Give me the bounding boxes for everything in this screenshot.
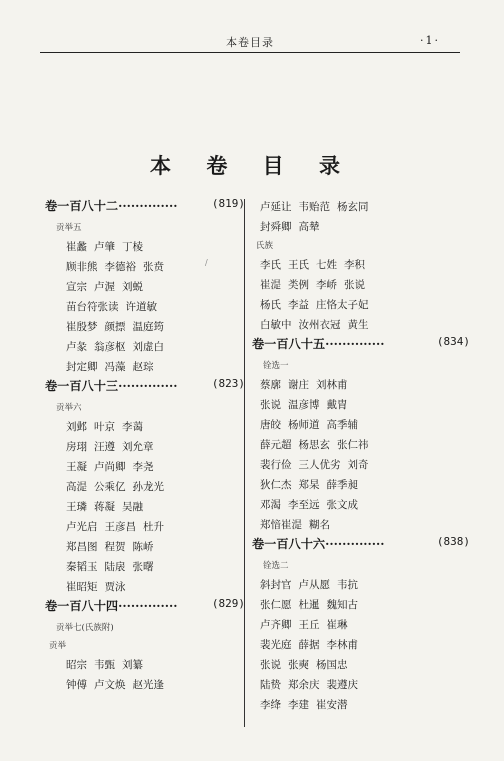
entry-name: 邓渴 bbox=[260, 499, 281, 511]
entry-name: 温庭筠 bbox=[132, 321, 164, 333]
entry-line bbox=[252, 575, 452, 595]
entry-line bbox=[252, 615, 452, 635]
entry-name: 张说 bbox=[260, 399, 281, 411]
entry-line bbox=[252, 395, 452, 415]
entry-name: 崔湜 bbox=[260, 279, 281, 291]
entry-name: 杨氏 bbox=[260, 299, 281, 311]
volume-entry bbox=[45, 197, 245, 219]
volume-label: 卷一百八十二 bbox=[45, 199, 119, 213]
entry-line bbox=[45, 577, 245, 597]
entry-name: 陈峤 bbox=[132, 541, 154, 553]
entry-name: 郑愔崔湜 bbox=[260, 519, 302, 531]
entry-name: 秦韬玉 bbox=[66, 561, 98, 573]
entry-line bbox=[45, 675, 245, 695]
entry-name: 丁棱 bbox=[122, 241, 143, 253]
section-heading: 贡举六 bbox=[56, 403, 82, 413]
leader-dots: ·············· bbox=[325, 337, 385, 351]
volume-entry bbox=[45, 597, 245, 619]
entry-name: 卢渥 bbox=[94, 281, 115, 293]
entry-line bbox=[45, 477, 245, 497]
entry-name: 郑杲 bbox=[298, 479, 320, 491]
entry-name: 冯藻 bbox=[104, 361, 126, 373]
entry-name: 李积 bbox=[344, 259, 365, 271]
entry-name: 汪遵 bbox=[94, 441, 115, 453]
entry-name: 韦抗 bbox=[337, 579, 358, 591]
entry-line bbox=[252, 315, 452, 335]
entry-name: 薛季昶 bbox=[326, 479, 358, 491]
entry-name: 黄生 bbox=[347, 319, 369, 331]
entry-line bbox=[252, 255, 452, 275]
entry-name: 郑昌图 bbox=[66, 541, 98, 553]
entry-name: 郑余庆 bbox=[288, 679, 320, 691]
volume-page-number: (823) bbox=[211, 377, 245, 390]
entry-name: 薛元超 bbox=[260, 439, 292, 451]
entry-name: 刘蜕 bbox=[122, 281, 143, 293]
entry-name: 李尧 bbox=[132, 461, 154, 473]
entry-line bbox=[45, 417, 245, 437]
entry-name: 杜升 bbox=[143, 521, 164, 533]
entry-name: 李峤 bbox=[316, 279, 337, 291]
entry-name: 翁彦枢 bbox=[94, 341, 126, 353]
leader-dots: ·············· bbox=[118, 379, 178, 393]
entry-name: 贾泳 bbox=[104, 581, 126, 593]
entry-name: 程贺 bbox=[104, 541, 126, 553]
entry-name: 刘林甫 bbox=[316, 379, 348, 391]
entry-name: 杨国忠 bbox=[316, 659, 348, 671]
entry-name: 高辇 bbox=[298, 221, 320, 233]
entry-name: 吴融 bbox=[122, 501, 143, 513]
entry-name: 韦贻范 bbox=[298, 201, 330, 213]
entry-line bbox=[252, 275, 452, 295]
entry-name: 孙龙光 bbox=[132, 481, 164, 493]
entry-name: 杨玄同 bbox=[337, 201, 369, 213]
entry-name: 卢彖 bbox=[66, 341, 87, 353]
entry-name: 刘纂 bbox=[122, 659, 143, 671]
entry-name: 张贲 bbox=[143, 261, 164, 273]
entry-name: 类例 bbox=[288, 279, 309, 291]
entry-line bbox=[45, 337, 245, 357]
entry-name: 卢肇 bbox=[94, 241, 115, 253]
entry-name: 裴光庭 bbox=[260, 639, 292, 651]
entry-name: 李建 bbox=[288, 699, 309, 711]
page-title: 本 卷 目 录 bbox=[150, 153, 354, 178]
entry-line bbox=[45, 655, 245, 675]
page-number: ·1· bbox=[420, 34, 440, 47]
entry-name: 裴行俭 bbox=[260, 459, 292, 471]
entry-name: 高湜 bbox=[66, 481, 87, 493]
entry-name: 狄仁杰 bbox=[260, 479, 292, 491]
entry-name: 张仁祎 bbox=[337, 439, 369, 451]
entry-name: 七姓 bbox=[316, 259, 337, 271]
entry-name: 三人优劣 bbox=[298, 459, 341, 471]
entry-name: 卢文焕 bbox=[94, 679, 126, 691]
leader-dots: ·············· bbox=[118, 199, 178, 213]
entry-line bbox=[45, 457, 245, 477]
entry-name: 唐皎 bbox=[260, 419, 281, 431]
entry-name: 王璘 bbox=[66, 501, 87, 513]
entry-line bbox=[252, 655, 452, 675]
entry-name: 卢延让 bbox=[260, 201, 292, 213]
entry-name: 崔殷梦 bbox=[66, 321, 98, 333]
entry-line bbox=[45, 317, 245, 337]
entry-name: 卢光启 bbox=[66, 521, 98, 533]
entry-name: 崔昭矩 bbox=[66, 581, 98, 593]
entry-name: 李至远 bbox=[288, 499, 320, 511]
entry-name: 卢齐卿 bbox=[260, 619, 292, 631]
entry-line bbox=[45, 297, 245, 317]
entry-line bbox=[252, 495, 452, 515]
entry-name: 昭宗 bbox=[66, 659, 87, 671]
entry-name: 陆扆 bbox=[104, 561, 126, 573]
toc-right-column bbox=[252, 197, 470, 715]
volume-page-number: (829) bbox=[211, 597, 245, 610]
header-rule bbox=[40, 52, 460, 53]
entry-name: 顾非熊 bbox=[66, 261, 98, 273]
entry-name: 钟傅 bbox=[66, 679, 87, 691]
section-heading: 贡举 bbox=[49, 641, 67, 651]
entry-line bbox=[252, 635, 452, 655]
entry-name: 张文成 bbox=[326, 499, 358, 511]
entry-name: 张说 bbox=[344, 279, 365, 291]
entry-line bbox=[45, 517, 245, 537]
volume-page-number: (834) bbox=[436, 335, 470, 348]
entry-name: 刘虚白 bbox=[132, 341, 164, 353]
entry-line bbox=[252, 455, 452, 475]
volume-page-number: (819) bbox=[211, 197, 245, 210]
entry-name: 裴遵庆 bbox=[326, 679, 358, 691]
running-header bbox=[40, 34, 440, 52]
entry-name: 崔琳 bbox=[326, 619, 348, 631]
entry-name: 王彦昌 bbox=[104, 521, 136, 533]
entry-name: 李德裕 bbox=[104, 261, 136, 273]
volume-label: 卷一百八十三 bbox=[45, 379, 119, 393]
section-heading: 贡举七(氏族附) bbox=[56, 623, 114, 633]
entry-line bbox=[252, 415, 452, 435]
entry-line bbox=[252, 675, 452, 695]
entry-name: 陆贽 bbox=[260, 679, 281, 691]
entry-name: 杨思玄 bbox=[298, 439, 330, 451]
entry-line bbox=[252, 375, 452, 395]
entry-name: 张奭 bbox=[288, 659, 309, 671]
entry-name: 卢从愿 bbox=[298, 579, 330, 591]
entry-name: 魏知古 bbox=[326, 599, 358, 611]
entry-name: 杨师道 bbox=[288, 419, 320, 431]
entry-name: 李氏 bbox=[260, 259, 281, 271]
entry-name: 李林甫 bbox=[326, 639, 358, 651]
entry-line bbox=[45, 237, 245, 257]
column-divider bbox=[244, 199, 245, 727]
entry-name: 庄恪太子妃 bbox=[316, 299, 369, 311]
entry-name: 白敏中 bbox=[260, 319, 292, 331]
entry-name: 叶京 bbox=[94, 421, 115, 433]
entry-name: 蔡廓 bbox=[260, 379, 281, 391]
entry-name: 李益 bbox=[288, 299, 309, 311]
entry-name: 房珝 bbox=[66, 441, 87, 453]
entry-name: 薛据 bbox=[298, 639, 320, 651]
entry-name: 封舜卿 bbox=[260, 221, 292, 233]
entry-name: 斜封官 bbox=[260, 579, 292, 591]
entry-line bbox=[45, 437, 245, 457]
entry-line bbox=[45, 277, 245, 297]
toc-left-column bbox=[45, 197, 245, 695]
entry-line bbox=[252, 595, 452, 615]
entry-name: 王凝 bbox=[66, 461, 87, 473]
entry-line bbox=[252, 695, 452, 715]
entry-line bbox=[252, 197, 452, 217]
entry-line bbox=[252, 475, 452, 495]
entry-name: 蒋凝 bbox=[94, 501, 115, 513]
entry-name: 汝州衣冠 bbox=[298, 319, 341, 331]
entry-name: 公乘亿 bbox=[94, 481, 126, 493]
entry-line bbox=[252, 217, 452, 237]
volume-label: 卷一百八十五 bbox=[252, 337, 326, 351]
leader-dots: ·············· bbox=[325, 537, 385, 551]
entry-line bbox=[45, 557, 245, 577]
entry-name: 苗台符张读 bbox=[66, 301, 119, 313]
entry-name: 张说 bbox=[260, 659, 281, 671]
entry-name: 王氏 bbox=[288, 259, 309, 271]
volume-entry bbox=[45, 377, 245, 399]
entry-name: 温彦博 bbox=[288, 399, 320, 411]
stray-mark: / bbox=[205, 258, 208, 267]
entry-name: 宣宗 bbox=[66, 281, 87, 293]
entry-name: 封定卿 bbox=[66, 361, 98, 373]
running-header-title: 本卷目录 bbox=[226, 36, 274, 49]
entry-line bbox=[252, 435, 452, 455]
entry-name: 戴胄 bbox=[326, 399, 348, 411]
entry-name: 张仁愿 bbox=[260, 599, 292, 611]
entry-name: 赵琮 bbox=[132, 361, 154, 373]
entry-name: 崔安潜 bbox=[316, 699, 348, 711]
entry-name: 高季辅 bbox=[326, 419, 358, 431]
section-heading: 氏族 bbox=[256, 241, 274, 251]
entry-name: 颜摽 bbox=[104, 321, 126, 333]
volume-label: 卷一百八十六 bbox=[252, 537, 326, 551]
entry-name: 赵光逢 bbox=[132, 679, 164, 691]
entry-name: 韦甄 bbox=[94, 659, 115, 671]
entry-name: 杜暹 bbox=[298, 599, 320, 611]
leader-dots: ·············· bbox=[118, 599, 178, 613]
entry-line bbox=[252, 295, 452, 315]
entry-name: 刘奇 bbox=[347, 459, 369, 471]
entry-name: 王丘 bbox=[298, 619, 320, 631]
volume-label: 卷一百八十四 bbox=[45, 599, 119, 613]
entry-name: 卢尚卿 bbox=[94, 461, 126, 473]
entry-line bbox=[45, 497, 245, 517]
volume-page-number: (838) bbox=[436, 535, 470, 548]
volume-entry bbox=[252, 335, 470, 357]
entry-name: 刘允章 bbox=[122, 441, 154, 453]
section-heading: 铨选一 bbox=[263, 361, 289, 371]
entry-name: 刘邺 bbox=[66, 421, 87, 433]
volume-entry bbox=[252, 535, 470, 557]
entry-line bbox=[45, 257, 245, 277]
entry-name: 谢庄 bbox=[288, 379, 309, 391]
entry-name: 张曙 bbox=[132, 561, 154, 573]
section-heading: 铨选二 bbox=[263, 561, 289, 571]
entry-name: 许道敏 bbox=[125, 301, 157, 313]
entry-name: 糊名 bbox=[309, 519, 330, 531]
entry-line bbox=[45, 357, 245, 377]
entry-name: 崔蠡 bbox=[66, 241, 87, 253]
entry-name: 李绛 bbox=[260, 699, 281, 711]
section-heading: 贡举五 bbox=[56, 223, 82, 233]
entry-name: 李蔼 bbox=[122, 421, 143, 433]
entry-line bbox=[45, 537, 245, 557]
entry-line bbox=[252, 515, 452, 535]
